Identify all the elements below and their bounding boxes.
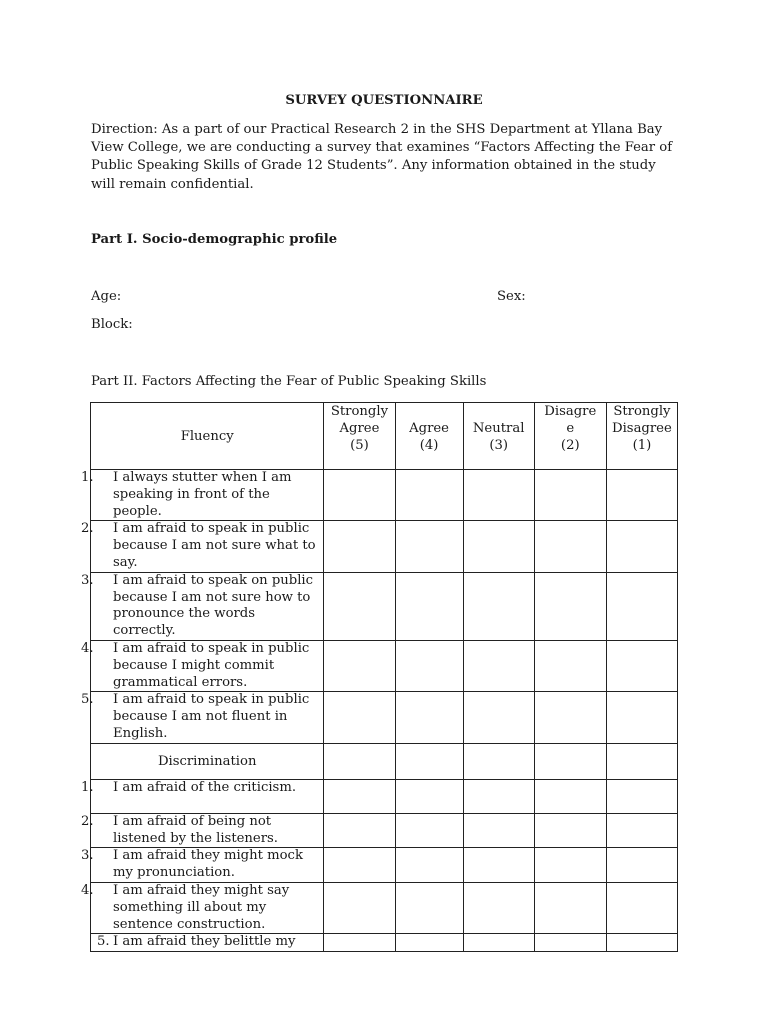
item-text: I am afraid they belittle my: [113, 934, 296, 950]
rating-cell-5[interactable]: [324, 848, 395, 883]
likert-table: [81, 402, 678, 952]
rating-cell-4: [395, 743, 463, 779]
option-header-line: e: [566, 420, 575, 436]
option-header-line: Neutral: [472, 420, 525, 436]
part2-heading: Part II. Factors Affecting the Fear of Public Speaking Skills: [91, 374, 487, 389]
section-row: [91, 743, 678, 779]
item-number: 4.: [81, 640, 94, 656]
rating-cell-3[interactable]: [463, 470, 534, 521]
option-header-line: (1): [632, 437, 652, 453]
rating-cell-3[interactable]: [463, 640, 534, 691]
rating-cell-5[interactable]: [324, 470, 395, 521]
item-text: I am afraid they might mock my pronunciation.: [113, 848, 303, 881]
item-text: I always stutter when I am speaking in front of the people.: [113, 470, 292, 519]
rating-cell-1[interactable]: [606, 692, 677, 743]
table-row: [91, 572, 678, 640]
item-number: 1.: [81, 470, 94, 485]
rating-cell-3[interactable]: [463, 779, 534, 813]
rating-cell-3[interactable]: [463, 934, 534, 952]
section-header-discrimination: Discrimination: [91, 743, 324, 779]
rating-cell-3[interactable]: [463, 882, 534, 933]
question-cell: [81, 640, 324, 691]
rating-cell-1: [606, 743, 677, 779]
rating-cell-2[interactable]: [534, 521, 606, 572]
rating-cell-2[interactable]: [534, 848, 606, 883]
item-number: 5.: [97, 934, 110, 950]
rating-cell-5[interactable]: [324, 779, 395, 813]
table-row: [91, 813, 678, 848]
rating-cell-2[interactable]: [534, 779, 606, 813]
rating-cell-1[interactable]: [606, 934, 677, 952]
table-row: [91, 521, 678, 572]
rating-cell-1[interactable]: [606, 470, 677, 521]
table-header-row: [91, 403, 678, 470]
option-header-line: Strongly: [613, 404, 671, 419]
rating-cell-4[interactable]: [395, 640, 463, 691]
rating-cell-4[interactable]: [395, 848, 463, 883]
rating-cell-5[interactable]: [324, 813, 395, 848]
option-header-line: Disagre: [544, 404, 597, 419]
rating-cell-3: [463, 743, 534, 779]
rating-cell-3[interactable]: [463, 521, 534, 572]
rating-cell-4[interactable]: [395, 692, 463, 743]
rating-cell-3[interactable]: [463, 813, 534, 848]
rating-cell-3[interactable]: [463, 848, 534, 883]
question-cell: [81, 813, 324, 848]
table-row: [91, 848, 678, 883]
table-row: [91, 470, 678, 521]
rating-cell-5[interactable]: [324, 692, 395, 743]
rating-cell-2[interactable]: [534, 692, 606, 743]
question-cell: [81, 692, 324, 743]
item-text: I am afraid they might say something ill about my sentence construction.: [113, 882, 290, 932]
question-cell: [81, 470, 324, 521]
rating-cell-4[interactable]: [395, 882, 463, 933]
option-header-line: Agree: [409, 420, 449, 436]
rating-cell-3[interactable]: [463, 692, 534, 743]
table-row: [91, 692, 678, 743]
option-header-line: [464, 404, 534, 421]
rating-cell-5[interactable]: [324, 640, 395, 691]
item-number: 4.: [81, 882, 94, 898]
rating-cell-5[interactable]: [324, 882, 395, 933]
question-cell: [91, 934, 324, 952]
table-row: [91, 934, 678, 952]
question-cell: [81, 572, 324, 640]
item-text: I am afraid to speak in public because I am not sure what to say.: [113, 521, 316, 570]
item-number: 2.: [81, 813, 94, 829]
option-header-strongly-agree: [324, 403, 395, 470]
rating-cell-5[interactable]: [324, 521, 395, 572]
option-header-line: [396, 404, 463, 421]
option-header-line: Agree: [339, 420, 380, 436]
item-text: I am afraid of being not listened by the listeners.: [113, 813, 278, 846]
rating-cell-5[interactable]: [324, 934, 395, 952]
rating-cell-4[interactable]: [395, 521, 463, 572]
age-label: Age:: [91, 289, 122, 304]
rating-cell-5: [324, 743, 395, 779]
rating-cell-4[interactable]: [395, 813, 463, 848]
rating-cell-1[interactable]: [606, 813, 677, 848]
item-text: I am afraid of the criticism.: [113, 779, 297, 795]
rating-cell-2[interactable]: [534, 470, 606, 521]
rating-cell-2[interactable]: [534, 572, 606, 640]
item-text: I am afraid to speak on public because I am not sure how to pronounce the words correctly.: [113, 572, 314, 639]
rating-cell-4[interactable]: [395, 572, 463, 640]
item-number: 2.: [81, 521, 94, 537]
table-row: [91, 882, 678, 933]
item-number: 3.: [81, 848, 94, 864]
document-title: SURVEY QUESTIONNAIRE: [285, 93, 483, 108]
item-number: 5.: [81, 692, 94, 708]
option-header-line: (5): [350, 437, 369, 453]
table-row: [91, 779, 678, 813]
item-text: I am afraid to speak in public because I am not fluent in English.: [113, 692, 310, 741]
part1-heading: Part I. Socio-demographic profile: [91, 232, 338, 247]
option-header-line: (3): [489, 437, 508, 453]
item-text: I am afraid to speak in public because I might commit grammatical errors.: [113, 640, 310, 690]
rating-cell-1[interactable]: [606, 848, 677, 883]
option-header-agree: [395, 403, 463, 470]
option-header-line: Strongly: [330, 404, 389, 419]
rating-cell-2[interactable]: [534, 640, 606, 691]
option-header-disagree: [534, 403, 606, 470]
item-number: 3.: [81, 572, 94, 588]
option-header-neutral: [463, 403, 534, 470]
question-cell: [81, 521, 324, 572]
question-cell: [81, 848, 324, 883]
item-number: 1.: [81, 779, 94, 795]
section-header-fluency: Fluency: [91, 403, 324, 470]
rating-cell-4[interactable]: [395, 934, 463, 952]
rating-cell-1[interactable]: [606, 779, 677, 813]
option-header-line: (4): [419, 437, 439, 453]
option-header-strongly-disagree: [606, 403, 677, 470]
rating-cell-1[interactable]: [606, 572, 677, 640]
block-label: Block:: [91, 317, 133, 332]
question-cell: [81, 779, 324, 813]
option-header-line: Disagree: [612, 420, 672, 436]
rating-cell-1[interactable]: [606, 882, 677, 933]
rating-cell-2[interactable]: [534, 934, 606, 952]
rating-cell-5[interactable]: [324, 572, 395, 640]
rating-cell-2: [534, 743, 606, 779]
option-header-line: (2): [560, 437, 580, 453]
direction-paragraph: Direction: As a part of our Practical Research 2 in the SHS Department at Yllana Bay View College, we are conducting a survey that examines “Factors Affecting the Fear of Public Speaking Skills of Grade 12 Students”. Any information obtained in the study will remain confidential.: [91, 122, 673, 192]
rating-cell-4[interactable]: [395, 779, 463, 813]
table-row: [91, 640, 678, 691]
rating-cell-1[interactable]: [606, 521, 677, 572]
rating-cell-4[interactable]: [395, 470, 463, 521]
rating-cell-3[interactable]: [463, 572, 534, 640]
rating-cell-2[interactable]: [534, 813, 606, 848]
question-cell: [81, 882, 324, 933]
rating-cell-1[interactable]: [606, 640, 677, 691]
rating-cell-2[interactable]: [534, 882, 606, 933]
sex-label: Sex:: [497, 289, 526, 304]
